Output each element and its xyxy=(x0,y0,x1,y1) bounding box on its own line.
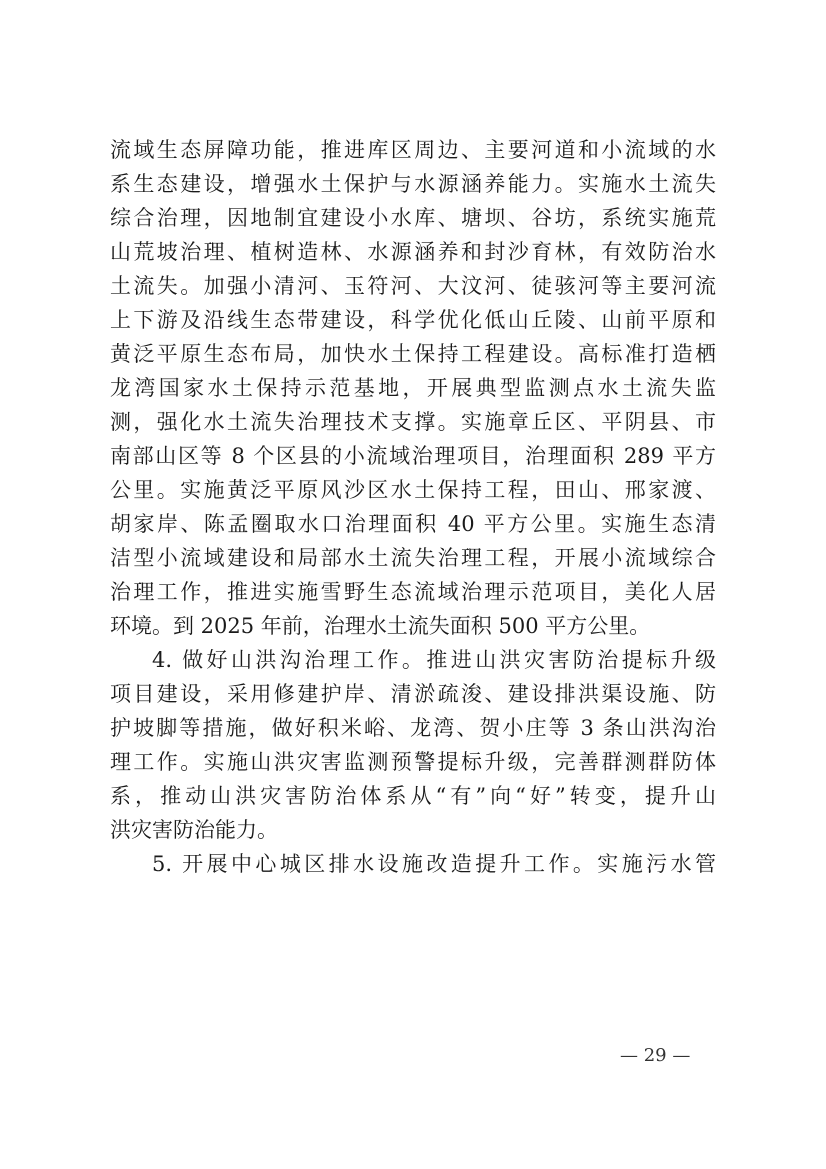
body-text-line: 胡家岸、陈孟圈取水口治理面积 40 平方公里。实施生态清 xyxy=(110,512,716,536)
body-text-line: 系，推动山洪灾害防治体系从“有”向“好”转变，提升山 xyxy=(110,784,716,808)
body-text-line: 项目建设，采用修建护岸、清淤疏浚、建设排洪渠设施、防 xyxy=(110,682,716,706)
body-text-line: 综合治理，因地制宜建设小水库、塘坝、谷坊，系统实施荒 xyxy=(110,206,716,230)
body-text-line: 环境。到 2025 年前，治理水土流失面积 500 平方公里。 xyxy=(110,614,651,638)
body-text-line: 山荒坡治理、植树造林、水源涵养和封沙育林，有效防治水 xyxy=(110,240,716,264)
body-text-line: 治理工作，推进实施雪野生态流域治理示范项目，美化人居 xyxy=(110,580,716,604)
body-text-line: 龙湾国家水土保持示范基地，开展典型监测点水土流失监 xyxy=(110,376,716,400)
body-text-line: 洪灾害防治能力。 xyxy=(110,818,278,842)
section-heading-line: 4. 做好山洪沟治理工作。推进山洪灾害防治提标升级 xyxy=(152,648,716,672)
body-text-line: 测，强化水土流失治理技术支撑。实施章丘区、平阴县、市 xyxy=(110,410,716,434)
body-text-line: 系生态建设，增强水土保护与水源涵养能力。实施水土流失 xyxy=(110,172,716,196)
body-text-line: 上下游及沿线生态带建设，科学优化低山丘陵、山前平原和 xyxy=(110,308,716,332)
body-text-line: 公里。实施黄泛平原风沙区水土保持工程，田山、邢家渡、 xyxy=(110,478,716,502)
body-text-line: 黄泛平原生态布局，加快水土保持工程建设。高标准打造栖 xyxy=(110,342,716,366)
body-text-line: 土流失。加强小清河、玉符河、大汶河、徒骇河等主要河流 xyxy=(110,274,716,298)
body-text-line: 南部山区等 8 个区县的小流域治理项目，治理面积 289 平方 xyxy=(110,444,716,468)
page-number: — 29 — xyxy=(620,1045,691,1066)
body-text-line: 护坡脚等措施，做好积米峪、龙湾、贺小庄等 3 条山洪沟治 xyxy=(110,716,716,740)
body-text-line: 流域生态屏障功能，推进库区周边、主要河道和小流域的水 xyxy=(110,138,716,162)
section-heading-line: 5. 开展中心城区排水设施改造提升工作。实施污水管 xyxy=(152,852,716,876)
body-text-line: 理工作。实施山洪灾害监测预警提标升级，完善群测群防体 xyxy=(110,750,716,774)
body-text-line: 洁型小流域建设和局部水土流失治理工程，开展小流域综合 xyxy=(110,546,716,570)
